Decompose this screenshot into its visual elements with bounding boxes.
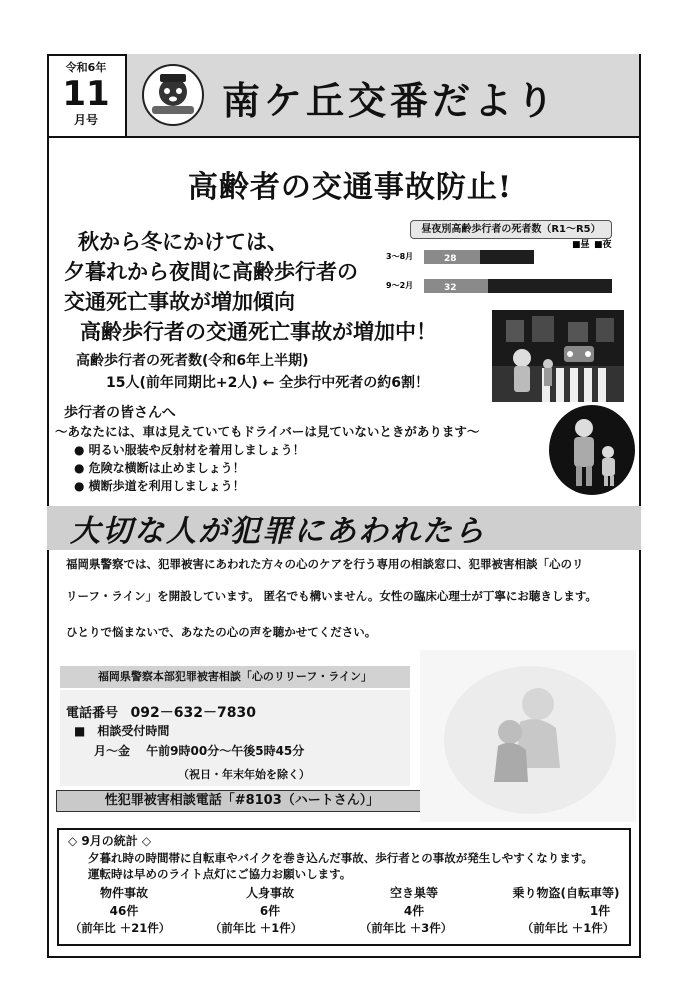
- hotline-box: 性犯罪被害相談電話「#8103（ハートさん）」: [56, 790, 428, 812]
- chart-title: 昼夜別高齢歩行者の死者数（R1～R5）: [410, 220, 612, 239]
- comfort-illustration: [420, 650, 636, 822]
- stats-title: ◇ 9月の統計 ◇: [68, 834, 152, 848]
- phone-line: [66, 702, 256, 722]
- chart-area: [380, 238, 620, 298]
- stats-desc-1: 夕暮れ時の時間帯に自転車やバイクを巻き込んだ事故、歩行者との事故が発生しやすくなります。: [88, 851, 593, 865]
- lead-line-2: 夕暮れから夜間に高齢歩行者の: [64, 260, 358, 284]
- pedestrian-title: 歩行者の皆さんへ: [64, 405, 176, 421]
- page-title: 南ケ丘交番だより: [222, 78, 559, 123]
- bar-value-label-2: 32: [444, 283, 457, 293]
- pedestrian-subtitle: ～あなたには、車は見えていてもドライバーは見ていないときがあります～: [55, 424, 480, 439]
- stat-label-1: 物件事故: [99, 886, 148, 900]
- lead-line-4: 高齢歩行者の交通死亡事故が増加中！: [80, 320, 437, 344]
- bullet-item-1: ● 明るい服装や反射材を着用しましょう！: [74, 443, 305, 457]
- bullet-text-1: 明るい服装や反射材を着用しましょう！: [88, 443, 305, 457]
- stat-value-4: 1件: [589, 904, 611, 918]
- issue-number: 11: [62, 74, 110, 114]
- stat-value-1: 46件: [109, 904, 139, 918]
- stat-value-2: 6件: [259, 904, 281, 918]
- lead-line-3: 交通死亡事故が増加傾向: [64, 290, 295, 314]
- bar-夜-2: [488, 279, 612, 293]
- headline: 高齢者の交通事故防止!: [187, 170, 513, 205]
- consult-heading: 福岡県警察本部犯罪被害相談「心のリリーフ・ライン」: [60, 666, 410, 688]
- phone-number: 092－632－7830: [130, 705, 256, 721]
- category-label-2: 9～2月: [386, 281, 414, 290]
- hours-label: ■ 相談受付時間: [74, 724, 170, 738]
- stat-label-4: 乗り物盗(自転車等): [512, 886, 620, 900]
- hours-note: （祝日・年末年始を除く）: [178, 768, 310, 781]
- crime-para-2: リーフ・ライン」を開設しています。 匿名でも構いません。女性の臨床心理士が丁寧にお聴きします。: [66, 589, 597, 603]
- legend-night: ■夜: [594, 240, 612, 250]
- stat-diff-2: （前年比 ＋1件）: [209, 921, 303, 935]
- crime-banner-text: 大切な人が犯罪にあわれたら: [70, 514, 486, 549]
- bar-value-label-1: 28: [444, 254, 457, 264]
- stats-desc-2: 運転時は早めのライト点灯にご協力お願いします。: [88, 867, 352, 881]
- stat-diff-4: （前年比 ＋1件）: [521, 921, 615, 935]
- crosswalk-illustration: [492, 310, 624, 402]
- fatality-value: 15人(前年同期比+2人) ← 全歩行中死者の約6割！: [106, 375, 429, 391]
- stat-diff-3: （前年比 ＋3件）: [359, 921, 453, 935]
- issue-month: 月号: [73, 113, 98, 127]
- phone-label: 電話番号: [66, 706, 119, 721]
- hours-value: 月～金 午前9時00分～午後5時45分: [94, 744, 305, 758]
- stat-label-3: 空き巣等: [389, 886, 438, 900]
- bullet-item-3: ● 横断歩道を利用しましょう！: [74, 479, 245, 493]
- stat-label-2: 人身事故: [245, 886, 294, 900]
- crime-para-1: 福岡県警察では、犯罪被害にあわれた方々の心のケアを行う専用の相談窓口、犯罪被害相談「心のリ: [66, 557, 584, 571]
- fatality-label: 高齢歩行者の死者数(令和6年上半期): [76, 353, 309, 369]
- bar-夜-1: [480, 250, 534, 264]
- lead-line-1: 秋から冬にかけては、: [78, 230, 288, 254]
- crime-para-3: ひとりで悩まないで、あなたの心の声を聴かせてください。: [66, 625, 377, 639]
- police-mascot-icon: [140, 62, 206, 128]
- category-label-1: 3～8月: [386, 252, 414, 261]
- pedestrians-illustration: [548, 404, 636, 496]
- stat-diff-1: （前年比 ＋21件）: [69, 921, 171, 935]
- stat-value-3: 4件: [403, 904, 425, 918]
- issue-box: [47, 54, 127, 138]
- issue-era: 令和6年: [65, 61, 107, 74]
- bullet-text-3: 横断歩道を利用しましょう！: [88, 479, 245, 493]
- legend-day: ■昼: [572, 240, 590, 250]
- bullet-item-2: ● 危険な横断は止めましょう！: [74, 461, 245, 475]
- bullet-text-2: 危険な横断は止めましょう！: [88, 461, 245, 475]
